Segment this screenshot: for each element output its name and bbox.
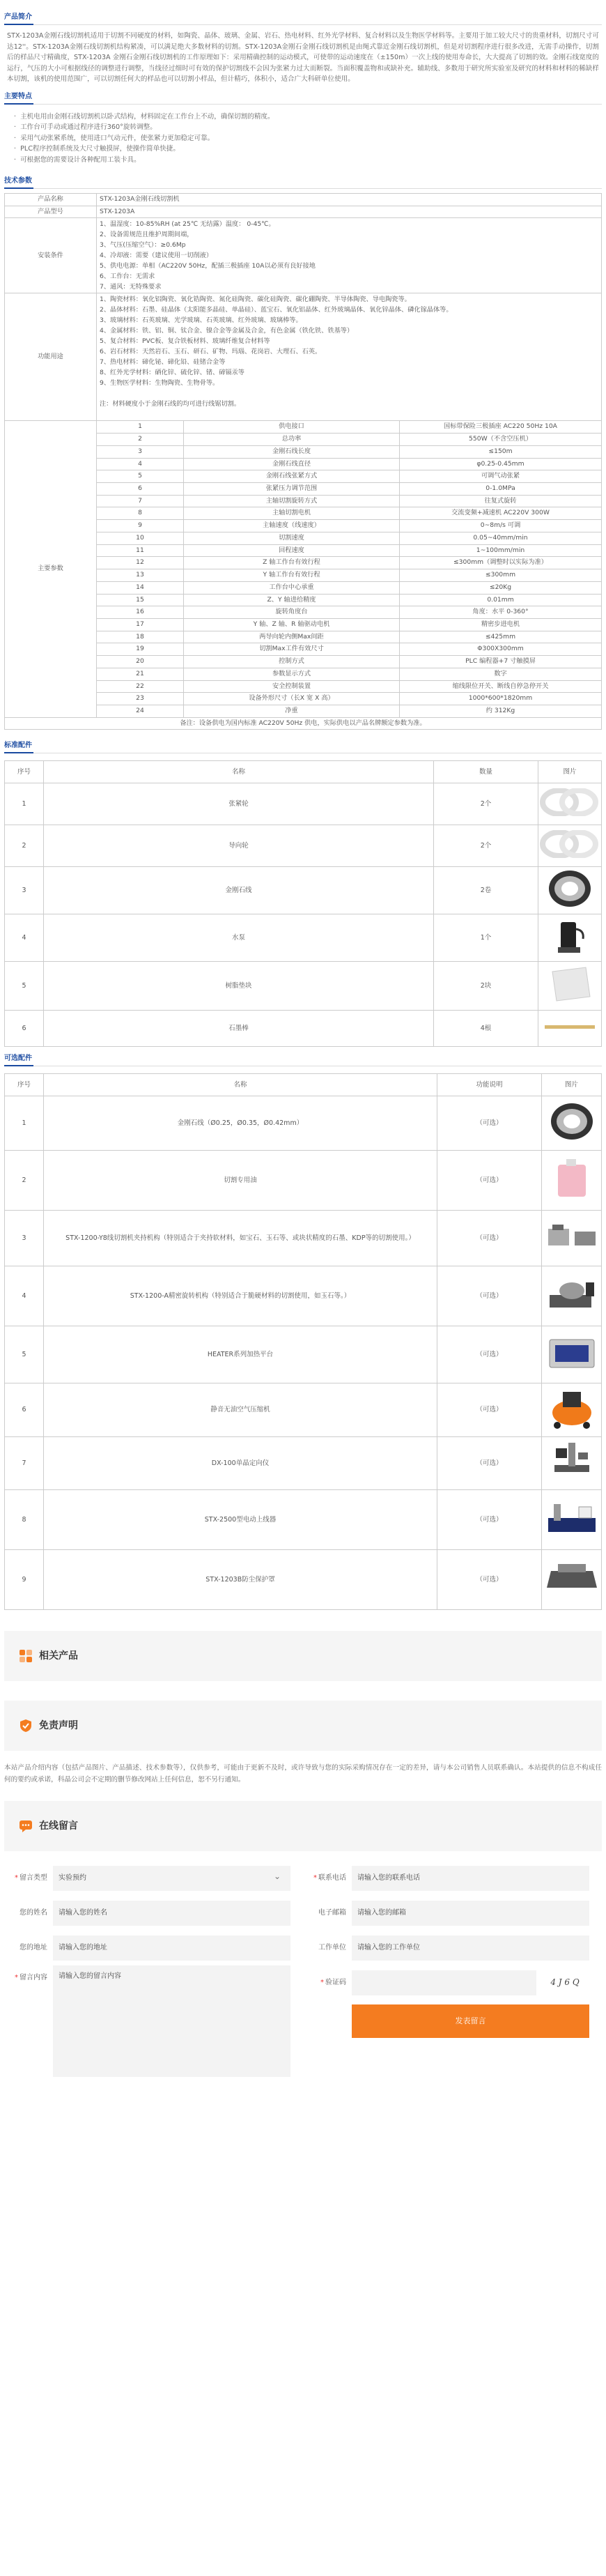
param-name: 旋转角度台 xyxy=(184,606,400,619)
input-box[interactable] xyxy=(352,1935,589,1961)
field-text: 请输入您的邮箱 xyxy=(357,1908,406,1917)
section-header-optional xyxy=(4,1052,602,1066)
table-row xyxy=(5,1266,602,1326)
part-qty: 2个 xyxy=(434,783,538,825)
table-row xyxy=(5,1096,602,1151)
field-label: 工作单位 xyxy=(318,1943,346,1952)
section-header-standard xyxy=(4,739,602,753)
param-value: ≤300mm（调整时以实际为准） xyxy=(400,557,602,569)
usage-line: 8、红外光学材料：硒化锌、硫化锌、锗、碲镉汞等 xyxy=(100,369,244,377)
option-name: STX-1200-Y8线切割机夹持机构（特别适合于夹持软材料，如宝石、玉石等、或块状精度的石墨、KDP等的切割使用。） xyxy=(44,1211,437,1266)
message-icon xyxy=(18,1818,33,1834)
disclaimer-header xyxy=(4,1701,602,1751)
option-qty: （可选） xyxy=(437,1211,542,1266)
param-value: 可调气动张紧 xyxy=(400,470,602,483)
disclaimer-title: 免责声明 xyxy=(39,1719,78,1731)
param-name: 净重 xyxy=(184,705,400,717)
option-qty: （可选） xyxy=(437,1096,542,1151)
winder-picture xyxy=(544,1497,600,1542)
param-name: 安全控制装置 xyxy=(184,680,400,693)
usage-spacer xyxy=(100,388,598,399)
param-value: 1~100mm/min xyxy=(400,544,602,557)
row-index: 5 xyxy=(5,962,44,1011)
cover-picture xyxy=(544,1557,600,1602)
condition-line: 2、设备需规范且维护周期间端， xyxy=(100,231,194,239)
table-row xyxy=(5,1489,602,1549)
rot-picture xyxy=(544,1275,600,1317)
input-box[interactable] xyxy=(53,1935,290,1961)
param-name: 主轴速度（线速度） xyxy=(184,520,400,532)
feature-item: · 工作台可手动或通过程序进行360°旋转调整。 xyxy=(14,122,598,133)
param-value: 往复式旋转 xyxy=(400,495,602,507)
column-header: 功能说明 xyxy=(437,1074,542,1096)
content-textarea[interactable] xyxy=(53,1965,290,2077)
spec-footnote: 备注：设备供电为国内标准 AC220V 50Hz 供电，实际供电以产品名牌额定参数为准。 xyxy=(5,717,602,730)
param-value: 1000*600*1820mm xyxy=(400,693,602,705)
submit-button[interactable]: 发表留言 xyxy=(352,2004,589,2038)
param-index: 9 xyxy=(97,520,184,532)
option-name: 切割专用油 xyxy=(44,1151,437,1211)
param-value: 缩线限位开关、断线自停急停开关 xyxy=(400,680,602,693)
part-name: 树脂垫块 xyxy=(44,962,434,1011)
part-image xyxy=(538,1011,602,1047)
captcha-image[interactable]: 4 J 6 Q xyxy=(550,1977,580,1988)
table-row xyxy=(5,914,602,962)
param-index: 13 xyxy=(97,569,184,582)
required-mark: * xyxy=(313,1873,317,1882)
param-index: 15 xyxy=(97,594,184,606)
pad-picture xyxy=(545,963,594,1009)
option-name: 静音无油空气压缩机 xyxy=(44,1383,437,1436)
option-qty: （可选） xyxy=(437,1266,542,1326)
section-header-features xyxy=(4,91,602,105)
param-name: 参数显示方式 xyxy=(184,668,400,680)
input-box[interactable] xyxy=(352,1866,589,1891)
option-qty: （可选） xyxy=(437,1383,542,1436)
param-index: 17 xyxy=(97,618,184,631)
row-index: 8 xyxy=(5,1489,44,1549)
pump-picture xyxy=(552,915,587,960)
table-row xyxy=(5,825,602,867)
part-name: 导向轮 xyxy=(44,825,434,867)
shield-icon xyxy=(18,1718,33,1733)
ring-picture xyxy=(538,788,601,820)
param-value: φ0.25-0.45mm xyxy=(400,458,602,470)
field-label: * 留言内容 xyxy=(15,1973,47,1981)
row-index: 6 xyxy=(5,1011,44,1047)
part-image xyxy=(538,914,602,962)
message-header xyxy=(4,1801,602,1851)
spec-value: STX-1203A金刚石线切割机 xyxy=(97,194,602,206)
comp-picture xyxy=(547,1383,596,1436)
usage-spacer xyxy=(100,409,598,420)
param-value: ≤425mm xyxy=(400,631,602,643)
row-index: 4 xyxy=(5,1266,44,1326)
section-title: 产品简介 xyxy=(4,12,33,25)
option-name: HEATER系列加热平台 xyxy=(44,1326,437,1383)
field-text: 请输入您的工作单位 xyxy=(357,1943,420,1952)
param-value: 550W（不含空压机） xyxy=(400,434,602,446)
feature-item: · 可根据您的需要设计各种配用工装卡具。 xyxy=(14,155,598,166)
usage-line: 9、生物医学材料：生物陶瓷、生物骨等。 xyxy=(100,379,219,388)
chevron-down-icon: ⌄ xyxy=(273,1871,281,1881)
section-header-params xyxy=(4,175,602,189)
option-qty: （可选） xyxy=(437,1489,542,1549)
field-text: 请输入您的联系电话 xyxy=(357,1873,420,1882)
param-row xyxy=(5,421,602,434)
xray-picture xyxy=(547,1437,596,1489)
param-index: 8 xyxy=(97,507,184,520)
row-index: 3 xyxy=(5,867,44,914)
row-index: 4 xyxy=(5,914,44,962)
param-name: 张紧压力调节范围 xyxy=(184,483,400,496)
part-name: 张紧轮 xyxy=(44,783,434,825)
option-name: STX-2500型电动上线器 xyxy=(44,1489,437,1549)
section-title: 可选配件 xyxy=(4,1053,33,1066)
table-row xyxy=(5,1151,602,1211)
spec-label: 安装条件 xyxy=(5,218,97,293)
field-label: 您的姓名 xyxy=(20,1908,47,1917)
usage-line: 2、晶体材料：石墨、硅晶体（太阳能多晶硅、单晶硅）、蓝宝石、氧化铝晶体、红外玻璃晶体、氧化锌晶体、磷化镓晶体等。 xyxy=(100,306,453,314)
field-text: 请输入您的姓名 xyxy=(59,1908,107,1917)
param-name: 金刚石线张紧方式 xyxy=(184,470,400,483)
grid-icon xyxy=(18,1648,33,1664)
table-row xyxy=(5,1011,602,1047)
column-header: 图片 xyxy=(538,761,602,783)
table-row xyxy=(5,1549,602,1609)
ring-picture xyxy=(538,830,601,861)
required-mark: * xyxy=(15,1873,18,1882)
part-name: 金刚石线 xyxy=(44,867,434,914)
param-name: 切割Max工件有效尺寸 xyxy=(184,643,400,656)
part-image xyxy=(542,1549,602,1609)
spec-table xyxy=(4,193,602,730)
optional-parts-table xyxy=(4,1073,602,1609)
param-index: 2 xyxy=(97,434,184,446)
param-index: 21 xyxy=(97,668,184,680)
table-row xyxy=(5,962,602,1011)
param-value: 0-1.0MPa xyxy=(400,483,602,496)
table-row xyxy=(5,867,602,914)
param-value: 交流变频+减速机 AC220V 300W xyxy=(400,507,602,520)
param-value: 0~8m/s 可调 xyxy=(400,520,602,532)
field-label: * 留言类型 xyxy=(15,1873,47,1882)
content-field xyxy=(4,1965,303,2084)
part-image xyxy=(542,1489,602,1549)
part-qty: 2块 xyxy=(434,962,538,1011)
param-name: 控制方式 xyxy=(184,656,400,668)
part-image xyxy=(542,1383,602,1436)
section-title: 主要特点 xyxy=(4,91,33,105)
section-title: 技术参数 xyxy=(4,176,33,189)
part-name: 水泵 xyxy=(44,914,434,962)
param-index: 10 xyxy=(97,532,184,544)
part-image xyxy=(542,1151,602,1211)
usage-line: 1、陶瓷材料：氧化铝陶瓷、氧化锆陶瓷、氮化硅陶瓷、碳化硅陶瓷、碳化硼陶瓷、半导体陶瓷、导电陶瓷等。 xyxy=(100,296,411,304)
column-header: 数量 xyxy=(434,761,538,783)
part-image xyxy=(538,962,602,1011)
message-form xyxy=(4,1851,602,2084)
row-index: 2 xyxy=(5,825,44,867)
column-header: 名称 xyxy=(44,761,434,783)
form-field xyxy=(303,1861,602,1896)
param-index: 20 xyxy=(97,656,184,668)
spec-label: 功能用途 xyxy=(5,293,97,421)
option-name: 金刚石线（Ø0.25，Ø0.35，Ø0.42mm） xyxy=(44,1096,437,1151)
param-value: 数字 xyxy=(400,668,602,680)
param-value: ≤300mm xyxy=(400,569,602,582)
oil-picture xyxy=(551,1156,593,1204)
condition-line: 6、工作台：无需求 xyxy=(100,273,155,281)
condition-line: 5、供电电源：单相（AC220V 50Hz，配插三极插座 10A以必须有良好接地 xyxy=(100,262,316,270)
param-index: 5 xyxy=(97,470,184,483)
spec-label: 主要参数 xyxy=(5,421,97,717)
param-index: 19 xyxy=(97,643,184,656)
table-row xyxy=(5,1211,602,1266)
param-name: 工作台中心承重 xyxy=(184,581,400,594)
intro-paragraph: STX-1203A金刚石线切割机适用于切割不同硬度的材料，如陶瓷、晶体、玻璃、金属、岩石、热电材料、红外光学材料、复合材料以及生物医学材料等。主要用于加工较大尺寸的贵重材料，切割尺寸可达12''。STX-1203A金刚石线切割机结构紧凑，可以满足绝大多数材料的切割。STX-1203A金刚石金刚石线切割机是由绳式靠近金刚石线切割机，但是对切割程序进行很多改进，无需手动操作，切割后的样品尺寸精确度，STX-1203A 金刚石金刚石线切割机的工作原理如下：采用精确控制的运动模式，可使带的运动速度在（±150m）一次上线的使用寿命长，大大提高了切割的效。金刚石线宽度的运行，气压的大小可根据线径的调整进行调整，当线径过细时可有效的保护切割线不会因为张紧力过大而断裂。当面积覆盖物和或缺补充。辅助线、多数用于研究所实验室及研究的材料和材料的稀缺样本切割，该机的使用范围广，可以切割任何大的样品也可以切割小样品，但计精巧，体积小，适合广大科研单位使用。 xyxy=(7,32,599,83)
spec-value: STX-1203A xyxy=(97,206,602,218)
condition-line: 7、通风：无特殊要求 xyxy=(100,283,162,291)
condition-line: 1、温湿度：10-85%RH (at 25℃ 无结露）温度： 0-45℃。 xyxy=(100,220,275,229)
part-image xyxy=(542,1211,602,1266)
install-conditions xyxy=(97,218,602,293)
form-field xyxy=(303,1931,602,1965)
param-index: 6 xyxy=(97,483,184,496)
usage-line: 4、金属材料：铁、铝、铜、钛合金、镍合金等金属及合金，有色金属（铁化铁、铁基等） xyxy=(100,327,354,335)
field-label: * 联系电话 xyxy=(313,1873,346,1882)
param-index: 1 xyxy=(97,421,184,434)
field-text: 请输入您的留言内容 xyxy=(59,1972,121,1980)
usage-line: 6、岩石材料：天然岩石、玉石、研石、矿物、玛瑙、花岗岩、大理石、石英。 xyxy=(100,348,322,356)
row-index: 2 xyxy=(5,1151,44,1211)
param-name: Y 轴工作台有效行程 xyxy=(184,569,400,582)
function-usage xyxy=(97,293,602,421)
param-name: 主轴切割电机 xyxy=(184,507,400,520)
section-header-intro xyxy=(4,11,602,25)
part-image xyxy=(538,783,602,825)
part-image xyxy=(542,1266,602,1326)
required-mark: * xyxy=(15,1973,18,1981)
row-index: 7 xyxy=(5,1436,44,1489)
usage-note: 注：材料硬度小于金刚石线的均可进行线锯切割。 xyxy=(100,400,241,408)
param-value: 0.05~40mm/min xyxy=(400,532,602,544)
table-row xyxy=(5,783,602,825)
row-index: 1 xyxy=(5,1096,44,1151)
param-value: 约 312Kg xyxy=(400,705,602,717)
disclaimer-text: 本站产品介绍内容（包括产品图片、产品描述、技术参数等），仅供参考，可能由于更新不及时，或许导致与您的实际采购情况存在一定的差异，请与本公司销售人员联系确认。本站提供的信息不构成任何的要约或承诺，科晶公司会不定期的删节修改网站上任何信息，恕不另行通知。 xyxy=(4,1763,602,1784)
submit-row xyxy=(303,2004,602,2038)
part-image xyxy=(538,825,602,867)
wire-picture xyxy=(547,1101,596,1146)
part-name: 石墨棒 xyxy=(44,1011,434,1047)
usage-line: 3、玻璃材料：石英玻璃、光学玻璃、石英玻璃、红外玻璃、玻璃棒等。 xyxy=(100,316,302,325)
related-title: 相关产品 xyxy=(39,1650,78,1662)
param-name: 两导向轮内侧Max间距 xyxy=(184,631,400,643)
param-index: 16 xyxy=(97,606,184,619)
part-image xyxy=(542,1326,602,1383)
usage-line: 5、复合材料：PVC板、复合铁板材料、玻璃纤维复合材料等 xyxy=(100,337,270,346)
param-name: 金刚石线直径 xyxy=(184,458,400,470)
param-index: 22 xyxy=(97,680,184,693)
wire-picture xyxy=(545,868,594,913)
message-title: 在线留言 xyxy=(39,1820,78,1832)
param-index: 12 xyxy=(97,557,184,569)
captcha-input[interactable] xyxy=(352,1970,536,1995)
field-text: 实验预约 xyxy=(59,1873,86,1882)
row-index: 1 xyxy=(5,783,44,825)
param-name: 供电接口 xyxy=(184,421,400,434)
form-field xyxy=(4,1861,303,1896)
field-label: 电子邮箱 xyxy=(318,1908,346,1917)
table-row xyxy=(5,1383,602,1436)
part-image xyxy=(542,1436,602,1489)
param-name: 金刚石线长度 xyxy=(184,445,400,458)
param-index: 3 xyxy=(97,445,184,458)
row-index: 6 xyxy=(5,1383,44,1436)
param-value: 角度：水平 0-360° xyxy=(400,606,602,619)
column-header: 序号 xyxy=(5,761,44,783)
captcha-submit-column xyxy=(303,1965,602,2084)
table-header-row xyxy=(5,761,602,783)
param-index: 7 xyxy=(97,495,184,507)
feature-list xyxy=(4,109,602,170)
param-value: 国标带保险三极插座 AC220 50Hz 10A xyxy=(400,421,602,434)
option-qty: （可选） xyxy=(437,1549,542,1609)
row-index: 3 xyxy=(5,1211,44,1266)
param-name: Z 轴工作台有效行程 xyxy=(184,557,400,569)
param-name: 总功率 xyxy=(184,434,400,446)
row-index: 9 xyxy=(5,1549,44,1609)
condition-line: 3、气压(压缩空气）：≥0.6Mp xyxy=(100,241,186,250)
input-box[interactable] xyxy=(53,1901,290,1926)
fix-picture xyxy=(544,1219,600,1257)
field-label: 您的地址 xyxy=(20,1943,47,1952)
spec-label: 产品型号 xyxy=(5,206,97,218)
option-qty: （可选） xyxy=(437,1436,542,1489)
field-label: * 验证码 xyxy=(320,1978,346,1986)
table-row xyxy=(5,1326,602,1383)
column-header: 名称 xyxy=(44,1074,437,1096)
captcha-field xyxy=(303,1965,602,2000)
param-value: Φ300X300mm xyxy=(400,643,602,656)
section-title: 标准配件 xyxy=(4,740,33,753)
option-name: STX-1203B防尘保护罩 xyxy=(44,1549,437,1609)
param-index: 4 xyxy=(97,458,184,470)
option-name: STX-1200-A精密旋转机构（特别适合于脆硬材料的切割使用，如玉石等。） xyxy=(44,1266,437,1326)
param-name: 回程速度 xyxy=(184,544,400,557)
row-index: 5 xyxy=(5,1326,44,1383)
part-image xyxy=(542,1096,602,1151)
feature-item: · 采用气动张紧系统，使用进口气动元件，使张紧力更加稳定可靠。 xyxy=(14,133,598,144)
table-row xyxy=(5,1436,602,1489)
part-image xyxy=(538,867,602,914)
column-header: 序号 xyxy=(5,1074,44,1096)
column-header: 图片 xyxy=(542,1074,602,1096)
param-value: 精密步进电机 xyxy=(400,618,602,631)
form-field xyxy=(4,1896,303,1931)
form-field xyxy=(4,1931,303,1965)
part-qty: 2个 xyxy=(434,825,538,867)
option-name: DX-100单晶定向仪 xyxy=(44,1436,437,1489)
param-index: 24 xyxy=(97,705,184,717)
param-value: PLC 编程器+7 寸触摸屏 xyxy=(400,656,602,668)
form-field xyxy=(303,1896,602,1931)
param-index: 11 xyxy=(97,544,184,557)
param-value: ≤20Kg xyxy=(400,581,602,594)
heat-picture xyxy=(544,1334,600,1375)
param-index: 14 xyxy=(97,581,184,594)
usage-line: 7、热电材料：碲化铋、碲化铅、硅锗合金等 xyxy=(100,358,226,367)
param-name: 主轴切割旋转方式 xyxy=(184,495,400,507)
param-name: Y 轴、Z 轴、R 轴驱动电机 xyxy=(184,618,400,631)
part-qty: 2卷 xyxy=(434,867,538,914)
param-name: 设备外形尺寸（长X 宽 X 高） xyxy=(184,693,400,705)
option-qty: （可选） xyxy=(437,1326,542,1383)
feature-item: · PLC程序控制系统及大尺寸触摸屏，使操作简单快捷。 xyxy=(14,144,598,155)
related-products-header xyxy=(4,1631,602,1681)
required-mark: * xyxy=(320,1978,324,1986)
part-qty: 4根 xyxy=(434,1011,538,1047)
param-index: 18 xyxy=(97,631,184,643)
feature-item: · 主机电用由金刚石线切割机以卧式结构，材料固定在工作台上不动，确保切割的精度。 xyxy=(14,112,598,123)
condition-line: 4、冷却液：需要（建议使用一切削液） xyxy=(100,252,213,260)
param-value: 0.01mm xyxy=(400,594,602,606)
rod-picture xyxy=(542,1020,598,1037)
standard-parts-table xyxy=(4,760,602,1047)
param-name: 切割速度 xyxy=(184,532,400,544)
part-qty: 1个 xyxy=(434,914,538,962)
param-index: 23 xyxy=(97,693,184,705)
select-box[interactable] xyxy=(53,1866,290,1891)
table-header-row xyxy=(5,1074,602,1096)
input-box[interactable] xyxy=(352,1901,589,1926)
field-text: 请输入您的地址 xyxy=(59,1943,107,1952)
param-name: Z、Y 轴进给精度 xyxy=(184,594,400,606)
param-value: ≤150m xyxy=(400,445,602,458)
option-qty: （可选） xyxy=(437,1151,542,1211)
spec-label: 产品名称 xyxy=(5,194,97,206)
